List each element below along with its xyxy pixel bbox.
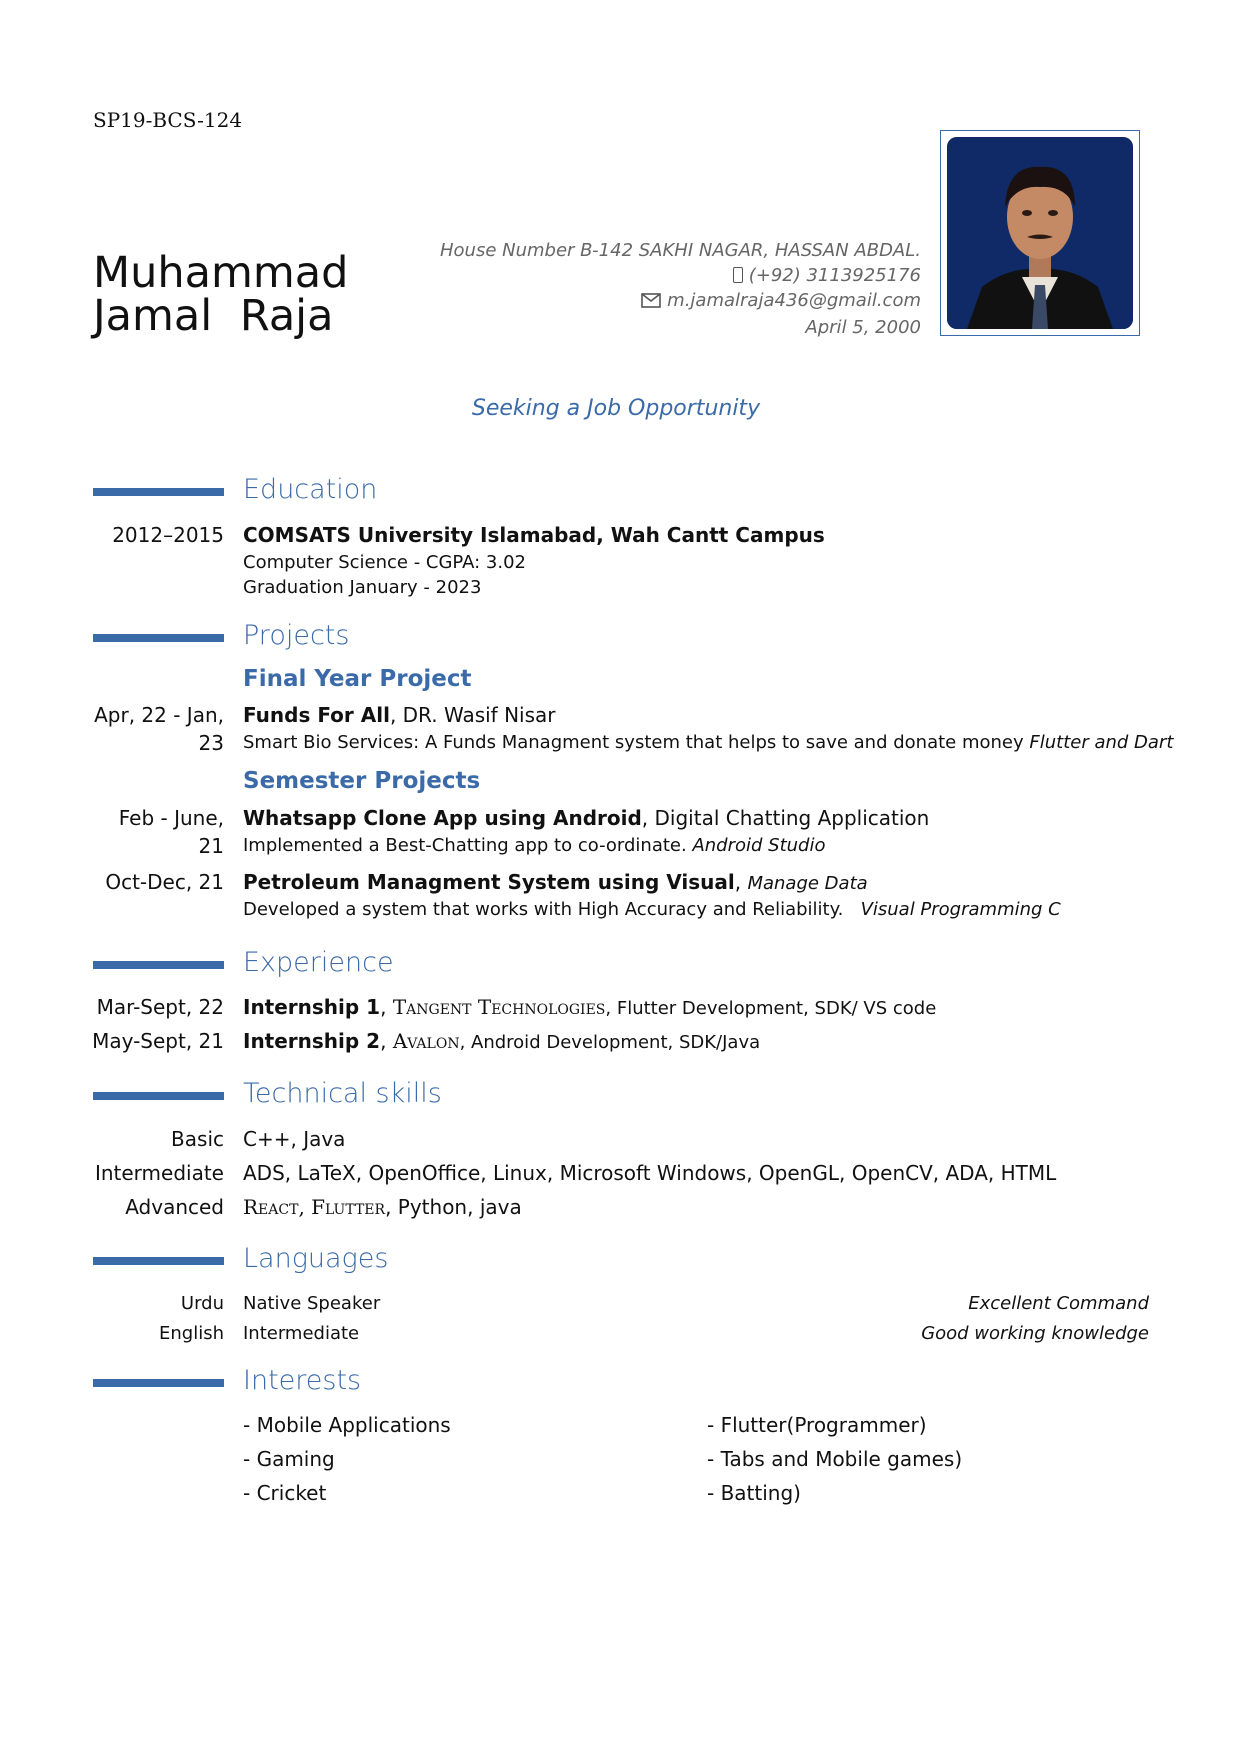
project2-title: Petroleum Managment System using Visual, Manage Data [243,870,868,894]
project2-description: Developed a system that works with High Accuracy and Reliability. Visual Programming C [243,899,1061,920]
subsection-final-year: Final Year Project [243,666,472,692]
language1-name: Urdu [180,1293,224,1314]
interest-right-2: - Tabs and Mobile games) [707,1447,963,1471]
skills-advanced-label: Advanced [125,1195,224,1219]
fyp-date: Apr, 22 - Jan, 23 [94,703,224,755]
email: m.jamalraja436@gmail.com [667,290,921,311]
project1-title: Whatsapp Clone App using Android, Digital Chatting Application [243,806,930,830]
education-graduation: Graduation January - 2023 [243,577,482,598]
interest-right-1: - Flutter(Programmer) [707,1413,927,1437]
interest-left-3: - Cricket [243,1481,327,1505]
date-of-birth: April 5, 2000 [805,317,921,338]
fyp-description: Smart Bio Services: A Funds Managment system that helps to save and donate money Flutter and Dart [243,732,1174,753]
section-rule [93,634,224,642]
latex-logo: LaTeX [297,1161,356,1185]
section-rule [93,1257,224,1265]
project1-description: Implemented a Best-Chatting app to co-ordinate. Android Studio [243,835,826,856]
contact-block [361,238,921,340]
email-line [361,288,921,315]
skills-advanced: React, Flutter, Python, java [243,1195,522,1219]
phone-icon [733,267,743,283]
project1-date: Feb - June, 21 [118,806,224,858]
education-date: 2012–2015 [112,523,224,547]
fyp-title: Funds For All, DR. Wasif Nisar [243,703,556,727]
section-title-experience: Experience [243,947,394,978]
section-rule [93,961,224,969]
section-title-skills: Technical skills [243,1078,442,1109]
envelope-icon [641,290,661,315]
profile-photo [940,130,1140,336]
language2-name: English [159,1323,224,1344]
skills-basic: C++, Java [243,1127,346,1151]
experience2-date: May-Sept, 21 [92,1029,224,1053]
education-degree: Computer Science - CGPA: 3.02 [243,552,526,573]
objective: Seeking a Job Opportunity [471,396,761,421]
section-title-interests: Interests [243,1365,362,1396]
section-rule [93,488,224,496]
experience1-date: Mar-Sept, 22 [96,995,224,1019]
section-rule [93,1379,224,1387]
section-title-languages: Languages [243,1243,389,1274]
experience2: Internship 2, Avalon, Android Development, SDK/Java [243,1029,761,1053]
section-title-education: Education [243,474,378,505]
interest-left-1: - Mobile Applications [243,1413,451,1437]
experience1: Internship 1, Tangent Technologies, Flutter Development, SDK/ VS code [243,995,937,1019]
phone-line [361,263,921,288]
skills-intermediate: ADS, LaTeX, OpenOffice, Linux, Microsoft Windows, OpenGL, OpenCV, ADA, HTML [243,1161,1057,1185]
skills-intermediate-label: Intermediate [94,1161,224,1185]
address: House Number B-142 SAKHI NAGAR, HASSAN ABDAL. [439,240,921,261]
interest-left-2: - Gaming [243,1447,335,1471]
skills-basic-label: Basic [171,1127,224,1151]
subsection-semester: Semester Projects [243,768,481,794]
language1-note: Excellent Command [968,1293,1149,1314]
phone: (+92) 3113925176 [748,265,921,286]
section-rule [93,1092,224,1100]
name-last: Jamal Raja [93,291,334,341]
name-first: Muhammad [93,248,349,298]
language2-level: Intermediate [243,1323,360,1344]
section-title-projects: Projects [243,620,350,651]
education-school: COMSATS University Islamabad, Wah Cantt Campus [243,523,825,547]
project2-date: Oct-Dec, 21 [105,870,224,894]
language1-level: Native Speaker [243,1293,381,1314]
interest-right-3: - Batting) [707,1481,801,1505]
name-block [93,248,349,341]
student-id: SP19-BCS-124 [93,108,243,132]
language2-note: Good working knowledge [921,1323,1149,1344]
